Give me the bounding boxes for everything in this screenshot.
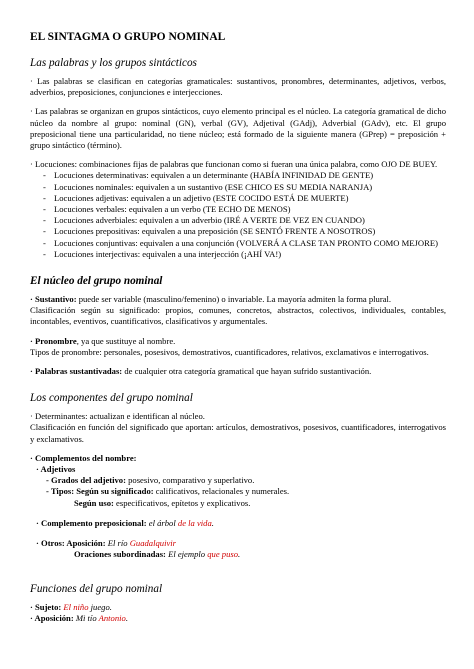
example-highlight: Guadalquivir (129, 538, 176, 549)
example-text: . (238, 549, 241, 560)
tipos-line (30, 486, 446, 497)
locuciones-list (30, 170, 446, 260)
list-item-text: Locuciones verbales: equivalen a un verbo (TE ECHO DE MENOS) (54, 204, 291, 215)
section-heading-palabras: Las palabras y los grupos sintácticos (30, 57, 197, 69)
uso-line (30, 498, 446, 509)
dash-bullet: - (43, 192, 46, 203)
section-heading-funciones: Funciones del grupo nominal (30, 582, 163, 595)
paragraph-grupos: · Las palabras se organizan en grupos sintácticos, cuyo elemento principal es el núcleo. La categoría gramatical de dicho núcleo da nombre al grupo: nominal (GN), verbal (GV), Adjetival (GAdj), Adverbial (GAdv), etc. El grupo preposicional tiene una particularidad, no tiene núcleo; está formado de la siguiente manera (GPrep) = preposición + grupo sintáctico (término). (30, 106, 446, 151)
paragraph-clasif-determinantes: Clasificación en función del significado que aportan: artículos, demostrativos, posesivos, cuantificadores, interrogativos y exclamativos. (30, 422, 446, 444)
uso-text: especificativos, epítetos y explicativos. (113, 497, 251, 508)
list-item-text: Locuciones prepositivas: equivalen a una preposición (SE SENTÓ FRENTE A NOSOTROS) (54, 226, 376, 237)
paragraph-tipos-pronombre: Tipos de pronombre: personales, posesivos, demostrativos, cuantificadores, relativos, exclamativos e interrogativos. (30, 346, 429, 357)
example-highlight: que puso (207, 549, 239, 560)
list-item (30, 238, 446, 249)
dash-bullet: - (43, 248, 46, 259)
example-highlight: El niño (61, 601, 89, 612)
example-text: juego. (88, 601, 112, 612)
list-item (30, 249, 446, 260)
pronombre-label: · Pronombre (30, 335, 77, 346)
list-item (30, 170, 446, 181)
sustantivadas-label: · Palabras sustantivadas: (30, 366, 123, 377)
list-item-text: Locuciones nominales: equivalen a un sustantivo (ESE CHICO ES SU MEDIA NARANJA) (54, 181, 373, 192)
sustantivo-text: puede ser variable (masculino/femenino) o invariable. La mayoría admiten la forma plural. (76, 294, 392, 305)
list-item-text: Locuciones interjectivas: equivalen a una interjección (¡AHÍ VA!) (54, 248, 282, 259)
otros-line (30, 538, 446, 549)
adjetivos-label: · Adjetivos (36, 464, 76, 475)
tipos-text: calificativos, relacionales y numerales. (153, 486, 290, 497)
otros-label: · Otros: Aposición: (36, 538, 106, 549)
sujeto-label: · Sujeto: (30, 601, 62, 612)
dash-bullet: - (43, 181, 46, 192)
list-item (30, 215, 446, 226)
uso-label: Según uso: (74, 497, 114, 508)
paragraph-sustantivo (30, 294, 446, 305)
example-highlight: Antonio (98, 612, 126, 623)
sustantivadas-text: de cualquier otra categoría gramatical que hayan sufrido sustantivación. (122, 366, 372, 377)
paragraph-determinantes: · Determinantes: actualizan e identifican al núcleo. (30, 411, 205, 422)
list-item (30, 226, 446, 237)
dash-bullet: - (43, 237, 46, 248)
list-item-text: Locuciones conjuntivas: equivalen a una conjunción (VOLVERÁ A CLASE TAN PRONTO COMO MEJORE) (54, 237, 438, 248)
list-item (30, 182, 446, 193)
grados-line (30, 475, 446, 486)
aposicion-line (30, 613, 446, 624)
example-text: el árbol (146, 517, 178, 528)
dash-bullet: - (43, 204, 46, 215)
list-item-text: Locuciones adverbiales: equivalen a un adverbio (IRÉ A VERTE DE VEZ EN CUANDO) (54, 215, 365, 226)
grados-label: - Grados del adjetivo: (46, 475, 126, 486)
paragraph-pronombre (30, 336, 446, 347)
list-item (30, 204, 446, 215)
aposicion-label: · Aposición: (30, 612, 74, 623)
example-highlight: de la vida (177, 517, 212, 528)
example-text: El río (105, 538, 130, 549)
tipos-label: - Tipos: Según su significado: (46, 486, 154, 497)
paragraph-categorias: · Las palabras se clasifican en categorías gramaticales: sustantivos, pronombres, determinantes, adjetivos, verbos, adverbios, preposiciones, conjunciones e interjecciones. (30, 76, 446, 98)
paragraph-clasificacion: Clasificación según su significado: propios, comunes, concretos, abstractos, colectivos, individuales, contables, incontables, eventivos, cuantificativos, clasificativos y argumentales. (30, 305, 446, 327)
complementos-label: · Complementos del nombre: (30, 452, 137, 463)
sustantivo-label: · Sustantivo: (30, 294, 77, 305)
example-text: . (211, 517, 214, 528)
complemento-preposicional-label: · Complemento preposicional: (36, 517, 147, 528)
paragraph-locuciones: · Locuciones: combinaciones fijas de palabras que funcionan como si fueran una única palabra, como OJO DE BUEY. (30, 159, 438, 170)
list-item-text: Locuciones determinativas: equivalen a un determinante (HABÍA INFINIDAD DE GENTE) (54, 170, 374, 181)
oraciones-label: Oraciones subordinadas: (74, 549, 166, 560)
section-heading-componentes: Los componentes del grupo nominal (30, 392, 193, 405)
sujeto-line (30, 602, 446, 613)
dash-bullet: - (43, 226, 46, 237)
section-heading-nucleo: El núcleo del grupo nominal (30, 275, 163, 288)
list-item (30, 193, 446, 204)
example-text: . (125, 612, 128, 623)
example-text: Mi tío (73, 612, 99, 623)
paragraph-sustantivadas (30, 366, 446, 377)
list-item-text: Locuciones adjetivas: equivalen a un adjetivo (ESTE COCIDO ESTÁ DE MUERTE) (54, 192, 349, 203)
pronombre-text: , ya que sustituye al nombre. (76, 335, 176, 346)
example-text: El ejemplo (165, 549, 208, 560)
document-title: EL SINTAGMA O GRUPO NOMINAL (30, 31, 226, 43)
complemento-preposicional-line (30, 518, 446, 529)
grados-text: posesivo, comparativo y superlativo. (125, 475, 255, 486)
dash-bullet: - (43, 170, 46, 181)
oraciones-line (30, 549, 446, 560)
dash-bullet: - (43, 215, 46, 226)
